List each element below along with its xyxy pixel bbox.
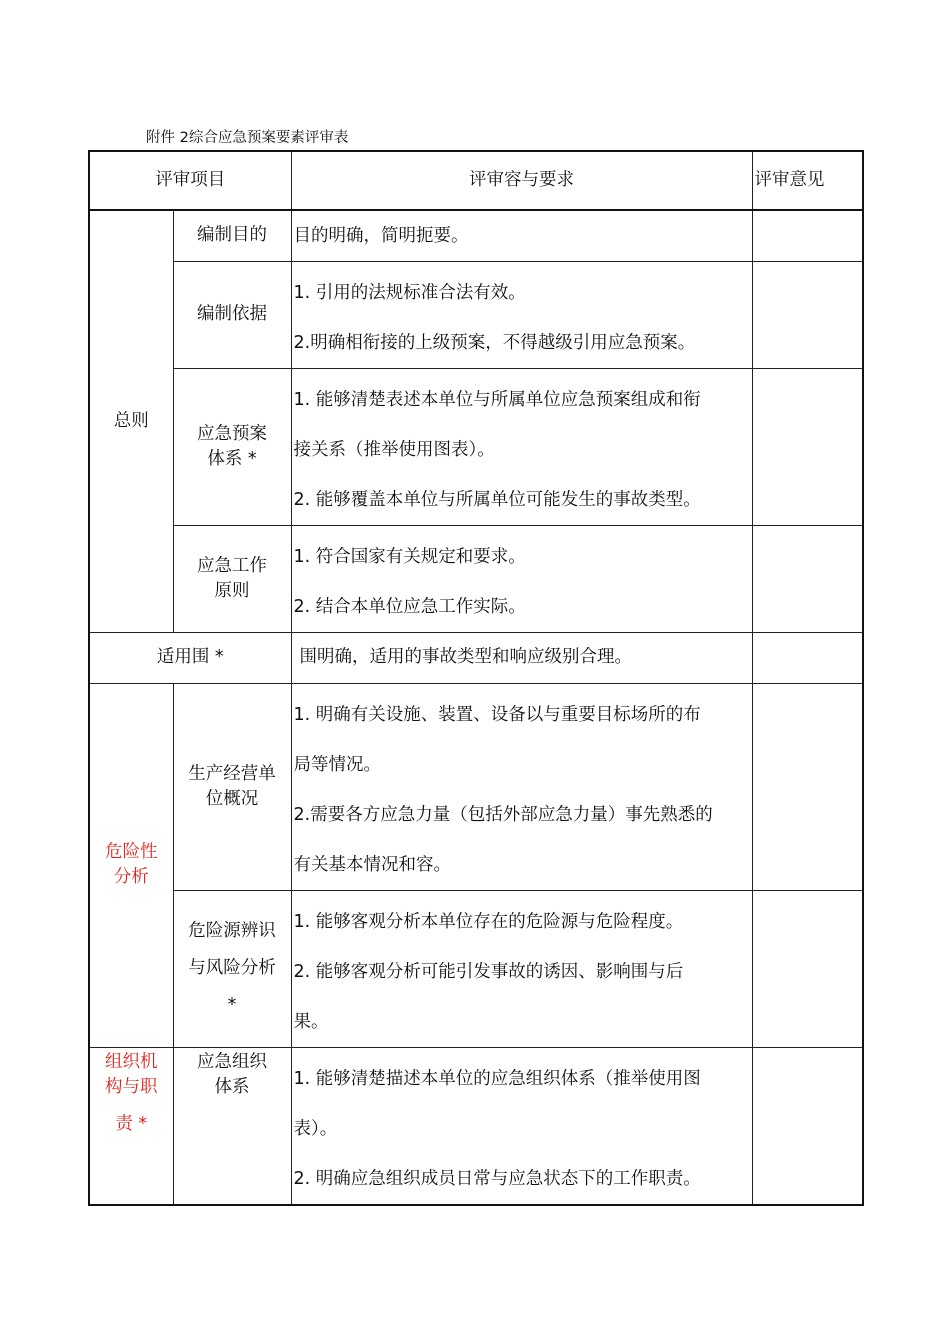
requirement-line: 果。: [293, 1011, 329, 1032]
section-hazard-analysis: [89, 683, 173, 1047]
requirement-cell: [291, 210, 752, 261]
requirement-line: 目的明确，简明扼要。: [293, 226, 469, 246]
sub-item-line: *: [227, 995, 237, 1015]
requirement-cell: [291, 890, 752, 1047]
requirement-line: 表）。: [293, 1118, 338, 1139]
requirement-cell: [291, 368, 752, 525]
requirement-line: 1. 符合国家有关规定和要求。: [293, 546, 526, 567]
section-line: 构与职: [105, 1076, 158, 1097]
sub-item-basis: 编制依据: [173, 261, 291, 368]
requirement-line: 2. 明确应急组织成员日常与应急状态下的工作职责。: [293, 1168, 701, 1189]
requirement-cell: [291, 525, 752, 632]
sub-item-line: 应急组织: [197, 1051, 267, 1072]
table-row: [89, 683, 863, 890]
requirement-line: 1. 能够清楚表述本单位与所属单位应急预案组成和衔: [293, 389, 701, 410]
table-row: [89, 632, 863, 683]
table-header-row: [89, 151, 863, 210]
sub-item-purpose: 编制目的: [173, 210, 291, 261]
table-row: [89, 261, 863, 368]
requirement-line: 接关系（推举使用图表）。: [293, 439, 495, 460]
section-line: 责 *: [115, 1113, 148, 1134]
sub-item-line: 应急预案: [197, 423, 267, 444]
sub-item-line: 与风险分析: [188, 958, 276, 978]
sub-item-emergency-organization: [173, 1047, 291, 1205]
header-opinion: 评审意见: [752, 151, 863, 210]
table-row: [89, 368, 863, 525]
sub-item-line: 危险源辨识: [188, 921, 276, 941]
table-row: [89, 890, 863, 1047]
requirement-line: 2.需要各方应急力量（包括外部应急力量）事先熟悉的: [293, 804, 713, 825]
opinion-cell[interactable]: [752, 525, 863, 632]
table-row: [89, 210, 863, 261]
sub-item-work-principle: [173, 525, 291, 632]
sub-item-line: 原则: [214, 580, 250, 601]
section-line: 分析: [113, 867, 149, 887]
section-line: 组织机: [105, 1051, 158, 1072]
requirement-cell: [291, 261, 752, 368]
scope-requirement: 围明确，适用的事故类型和响应级别合理。: [291, 632, 752, 683]
sub-item-unit-overview: [173, 683, 291, 890]
sub-item-plan-system: [173, 368, 291, 525]
section-line: 危险性: [105, 842, 158, 862]
requirement-line: 2. 能够客观分析可能引发事故的诱因、影响围与后: [293, 961, 684, 982]
opinion-cell[interactable]: [752, 368, 863, 525]
opinion-cell[interactable]: [752, 632, 863, 683]
requirement-line: 1. 引用的法规标准合法有效。: [293, 282, 526, 303]
requirement-line: 1. 能够清楚描述本单位的应急组织体系（推举使用图: [293, 1068, 701, 1089]
opinion-cell[interactable]: [752, 210, 863, 261]
scope-label: 适用围 *: [89, 632, 291, 683]
opinion-cell[interactable]: [752, 1047, 863, 1205]
requirement-line: 2. 能够覆盖本单位与所属单位可能发生的事故类型。: [293, 489, 701, 510]
opinion-cell[interactable]: [752, 890, 863, 1047]
requirement-cell: [291, 683, 752, 890]
header-requirement: 评审容与要求: [291, 151, 752, 210]
section-general: 总则: [89, 210, 173, 632]
requirement-line: 1. 能够客观分析本单位存在的危险源与危险程度。: [293, 911, 684, 932]
sub-item-line: 体系: [214, 1076, 250, 1097]
sub-item-line: 应急工作: [197, 555, 267, 576]
requirement-line: 2. 结合本单位应急工作实际。: [293, 596, 526, 617]
review-table: [88, 150, 864, 1206]
sub-item-line: 生产经营单: [188, 763, 276, 784]
opinion-cell[interactable]: [752, 683, 863, 890]
sub-item-line: 体系 *: [207, 448, 257, 469]
table-row: [89, 1047, 863, 1205]
sub-item-line: 位概况: [205, 788, 259, 809]
table-row: [89, 525, 863, 632]
opinion-cell[interactable]: [752, 261, 863, 368]
requirement-line: 局等情况。: [293, 754, 381, 775]
header-review-item: 评审项目: [89, 151, 291, 210]
requirement-cell: [291, 1047, 752, 1205]
requirement-line: 1. 明确有关设施、装置、设备以与重要目标场所的布: [293, 704, 701, 725]
requirement-line: 有关基本情况和容。: [293, 854, 451, 875]
sub-item-hazard-identification: [173, 890, 291, 1047]
requirement-line: 2.明确相衔接的上级预案，不得越级引用应急预案。: [293, 332, 696, 353]
document-caption: 附件 2综合应急预案要素评审表: [146, 130, 349, 146]
section-organization: [89, 1047, 173, 1205]
